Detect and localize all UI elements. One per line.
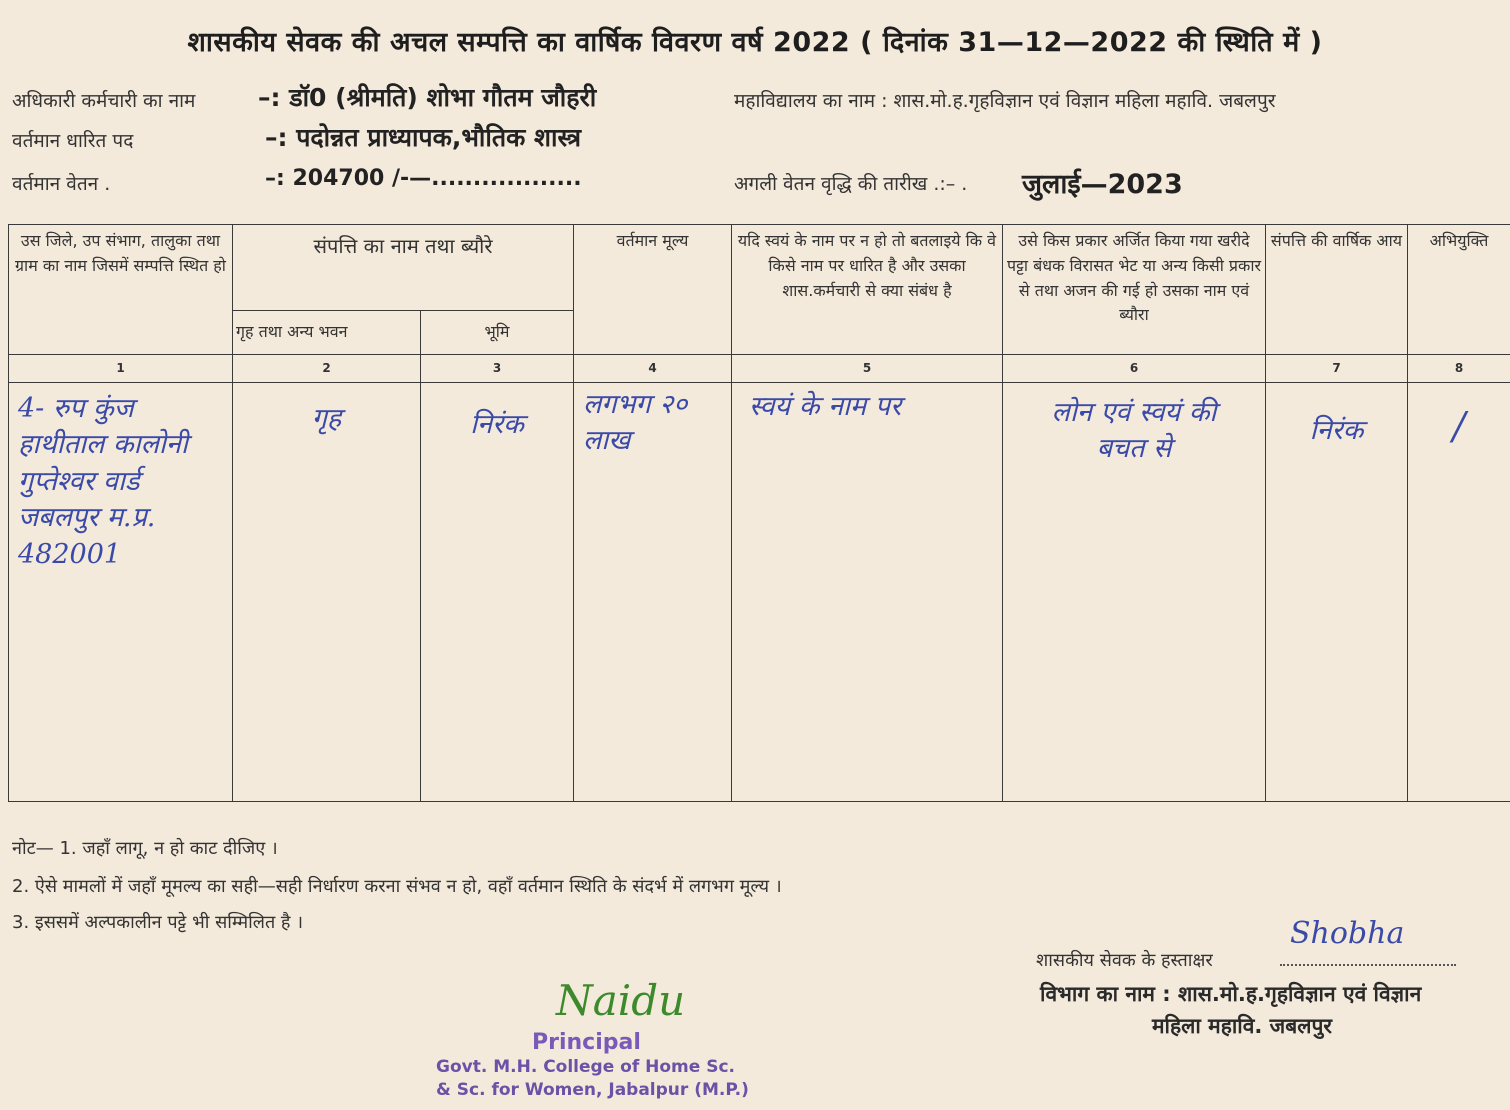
acquired-cell: लोन एवं स्वयं की बचत से (1051, 397, 1217, 465)
note-3: 3. इससमें अल्पकालीन पट्टे भी सम्मिलित है । (12, 912, 304, 933)
employee-name-label: अधिकारी कर्मचारी का नाम (12, 90, 196, 112)
post-label: वर्तमान धारित पद (12, 130, 134, 152)
salary-value: –: 204700 /-—.................. (265, 166, 582, 191)
col-number: 6 (1003, 355, 1266, 383)
stamp-title: Principal (532, 1030, 641, 1055)
header-property-group: संपत्ति का नाम तथा ब्यौरे (233, 225, 574, 311)
stamp-line-2: & Sc. for Women, Jabalpur (M.P.) (436, 1080, 749, 1100)
department-line-2: महिला महावि. जबलपुर (1152, 1014, 1333, 1038)
employee-signature: Shobha (1290, 916, 1405, 951)
table-row (9, 383, 1510, 802)
principal-signature: Naidu (556, 976, 686, 1025)
value-cell: लगभग २० लाख (583, 389, 688, 457)
signature-line (1280, 964, 1456, 966)
col-number: 8 (1408, 355, 1510, 383)
employee-name-value: –: डॉ0 (श्रीमति) शोभा गौतम जौहरी (258, 83, 597, 112)
col-number: 7 (1266, 355, 1408, 383)
increment-label: अगली वेतन वृद्धि की तारीख .:– . (734, 173, 968, 195)
remarks-cell: / (1452, 404, 1466, 448)
page-title: शासकीय सेवक की अचल सम्पत्ति का वार्षिक विवरण वर्ष 2022 ( दिनांक 31—12—2022 की स्थिति में ) (187, 27, 1323, 58)
salary-label: वर्तमान वेतन . (12, 173, 111, 195)
signature-label: शासकीय सेवक के हस्ताक्षर (1036, 950, 1213, 971)
header-current-value: वर्तमान मूल्य (574, 225, 732, 355)
income-cell: निरंक (1309, 415, 1364, 446)
land-cell: निरंक (470, 409, 524, 440)
col-number: 5 (732, 355, 1003, 383)
header-annual-income: संपत्ति की वार्षिक आय (1266, 225, 1408, 355)
header-house: गृह तथा अन्य भवन (233, 311, 421, 355)
col-number: 2 (233, 355, 421, 383)
header-acquired: उसे किस प्रकार अर्जित किया गया खरीदे पट्टा बंधक विरासत भेट या अन्य किसी प्रकार से तथा अजन की गई हो उसका नाम एवं ब्यौरा (1003, 225, 1266, 355)
house-cell: गृह (311, 403, 342, 434)
header-location: उस जिले, उप संभाग, तालुका तथा ग्राम का नाम जिसमें सम्पत्ति स्थित हो (9, 225, 233, 355)
owner-cell: स्वयं के नाम पर (749, 391, 902, 422)
col-number: 4 (574, 355, 732, 383)
department-line-1: विभाग का नाम : शास.मो.ह.गृहविज्ञान एवं विज्ञान (1040, 982, 1422, 1006)
header-land: भूमि (421, 311, 574, 355)
location-cell: 4- रुप कुंज हाथीताल कालोनी गुप्तेश्वर वार्ड जबलपुर म.प्र. 482001 (18, 393, 188, 570)
college-name: महाविद्यालय का नाम : शास.मो.ह.गृहविज्ञान एवं विज्ञान महिला महावि. जबलपुर (734, 90, 1276, 112)
col-number: 1 (9, 355, 233, 383)
post-value: –: पदोन्नत प्राध्यापक,भौतिक शास्त्र (265, 123, 582, 152)
property-table (8, 224, 1510, 802)
header-owner: यदि स्वयं के नाम पर न हो तो बतलाइये कि वे किसे नाम पर धारित है और उसका शास.कर्मचारी से क्या संबंध है (732, 225, 1003, 355)
increment-value: जुलाई—2023 (1022, 169, 1183, 200)
header-remarks: अभियुक्ति (1408, 225, 1510, 355)
stamp-line-1: Govt. M.H. College of Home Sc. (436, 1057, 735, 1077)
col-number: 3 (421, 355, 574, 383)
note-1: नोट— 1. जहाँ लागू, न हो काट दीजिए । (12, 838, 278, 859)
note-2: 2. ऐसे मामलों में जहाँ मूमल्य का सही—सही निर्धारण करना संभव न हो, वहाँ वर्तमान स्थिति के संदर्भ में लगभग मूल्य । (12, 876, 782, 897)
